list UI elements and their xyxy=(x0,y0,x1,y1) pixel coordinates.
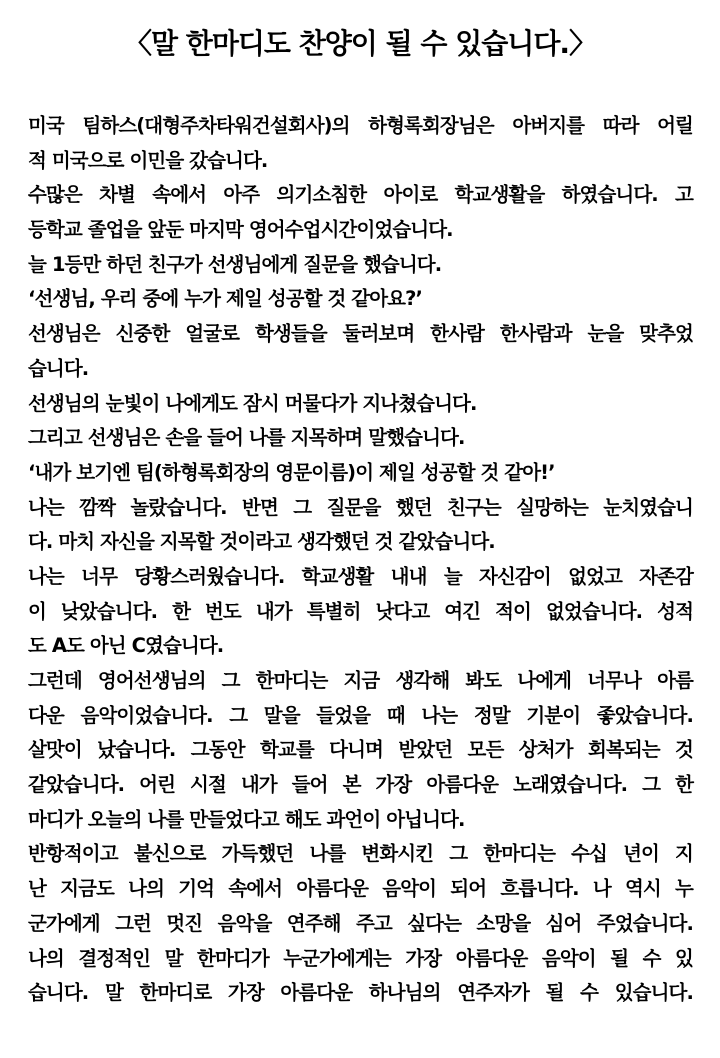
body-line: ‘내가 보기엔 팀(하형록회장의 영문이름)이 제일 성공할 것 같아!’ xyxy=(28,460,555,484)
body-line: 반항적이고 불신으로 가득했던 나를 변화시킨 그 한마디는 수십 년이 지 xyxy=(28,842,693,866)
body-line: 도 A도 아닌 C였습니다. xyxy=(28,634,224,658)
document-title: 〈말 한마디도 찬양이 될 수 있습니다.〉 xyxy=(123,27,597,60)
body-line: 다. 마치 자신을 지목할 것이라고 생각했던 것 같았습니다. xyxy=(28,530,495,554)
body-line: 같았습니다. 어린 시절 내가 들어 본 가장 아름다운 노래였습니다. 그 한 xyxy=(28,773,693,797)
body-line: 나는 깜짝 놀랐습니다. 반면 그 질문을 했던 친구는 실망하는 눈치였습니 xyxy=(28,495,693,519)
body-line: 수많은 차별 속에서 아주 의기소침한 아이로 학교생활을 하였습니다. 고 xyxy=(28,183,693,207)
body-line: 선생님의 눈빛이 나에게도 잠시 머물다가 지나쳤습니다. xyxy=(28,391,477,415)
body-line: 등학교 졸업을 앞둔 마지막 영어수업시간이었습니다. xyxy=(28,218,453,242)
body-line: 늘 1등만 하던 친구가 선생님에게 질문을 했습니다. xyxy=(28,252,442,276)
body-line: 선생님은 신중한 얼굴로 학생들을 둘러보며 한사람 한사람과 눈을 맞추었 xyxy=(28,322,693,346)
body-line: 미국 팀하스(대형주차타워건설회사)의 하형록회장님은 아버지를 따라 어릴 xyxy=(28,114,693,137)
body-line: ‘선생님, 우리 중에 누가 제일 성공할 것 같아요?’ xyxy=(28,287,423,311)
body-line: 마디가 오늘의 나를 만들었다고 해도 과언이 아닙니다. xyxy=(28,807,465,831)
body-line: 습니다. xyxy=(28,356,89,380)
document-body xyxy=(28,109,693,1011)
body-line: 그리고 선생님은 손을 들어 나를 지목하며 말했습니다. xyxy=(28,426,465,450)
body-line: 나는 너무 당황스러웠습니다. 학교생활 내내 늘 자신감이 없었고 자존감 xyxy=(28,564,693,588)
body-line: 습니다. 말 한마디로 가장 아름다운 하나님의 연주자가 될 수 있습니다. xyxy=(28,981,693,1005)
body-line: 다운 음악이었습니다. 그 말을 들었을 때 나는 정말 기분이 좋았습니다. xyxy=(28,703,693,727)
body-line: 살맛이 났습니다. 그동안 학교를 다니며 받았던 모든 상처가 회복되는 것 xyxy=(28,738,693,762)
body-line: 난 지금도 나의 기억 속에서 아름다운 음악이 되어 흐릅니다. 나 역시 누 xyxy=(28,877,693,901)
body-line: 그런데 영어선생님의 그 한마디는 지금 생각해 봐도 나에게 너무나 아름 xyxy=(28,669,693,692)
body-line: 이 낮았습니다. 한 번도 내가 특별히 낫다고 여긴 적이 없었습니다. 성적 xyxy=(28,599,693,623)
body-line: 적 미국으로 이민을 갔습니다. xyxy=(28,148,268,172)
body-line: 나의 결정적인 말 한마디가 누군가에게는 가장 아름다운 음악이 될 수 있 xyxy=(28,946,693,970)
body-line: 군가에게 그런 멋진 음악을 연주해 주고 싶다는 소망을 심어 주었습니다. xyxy=(28,911,693,935)
